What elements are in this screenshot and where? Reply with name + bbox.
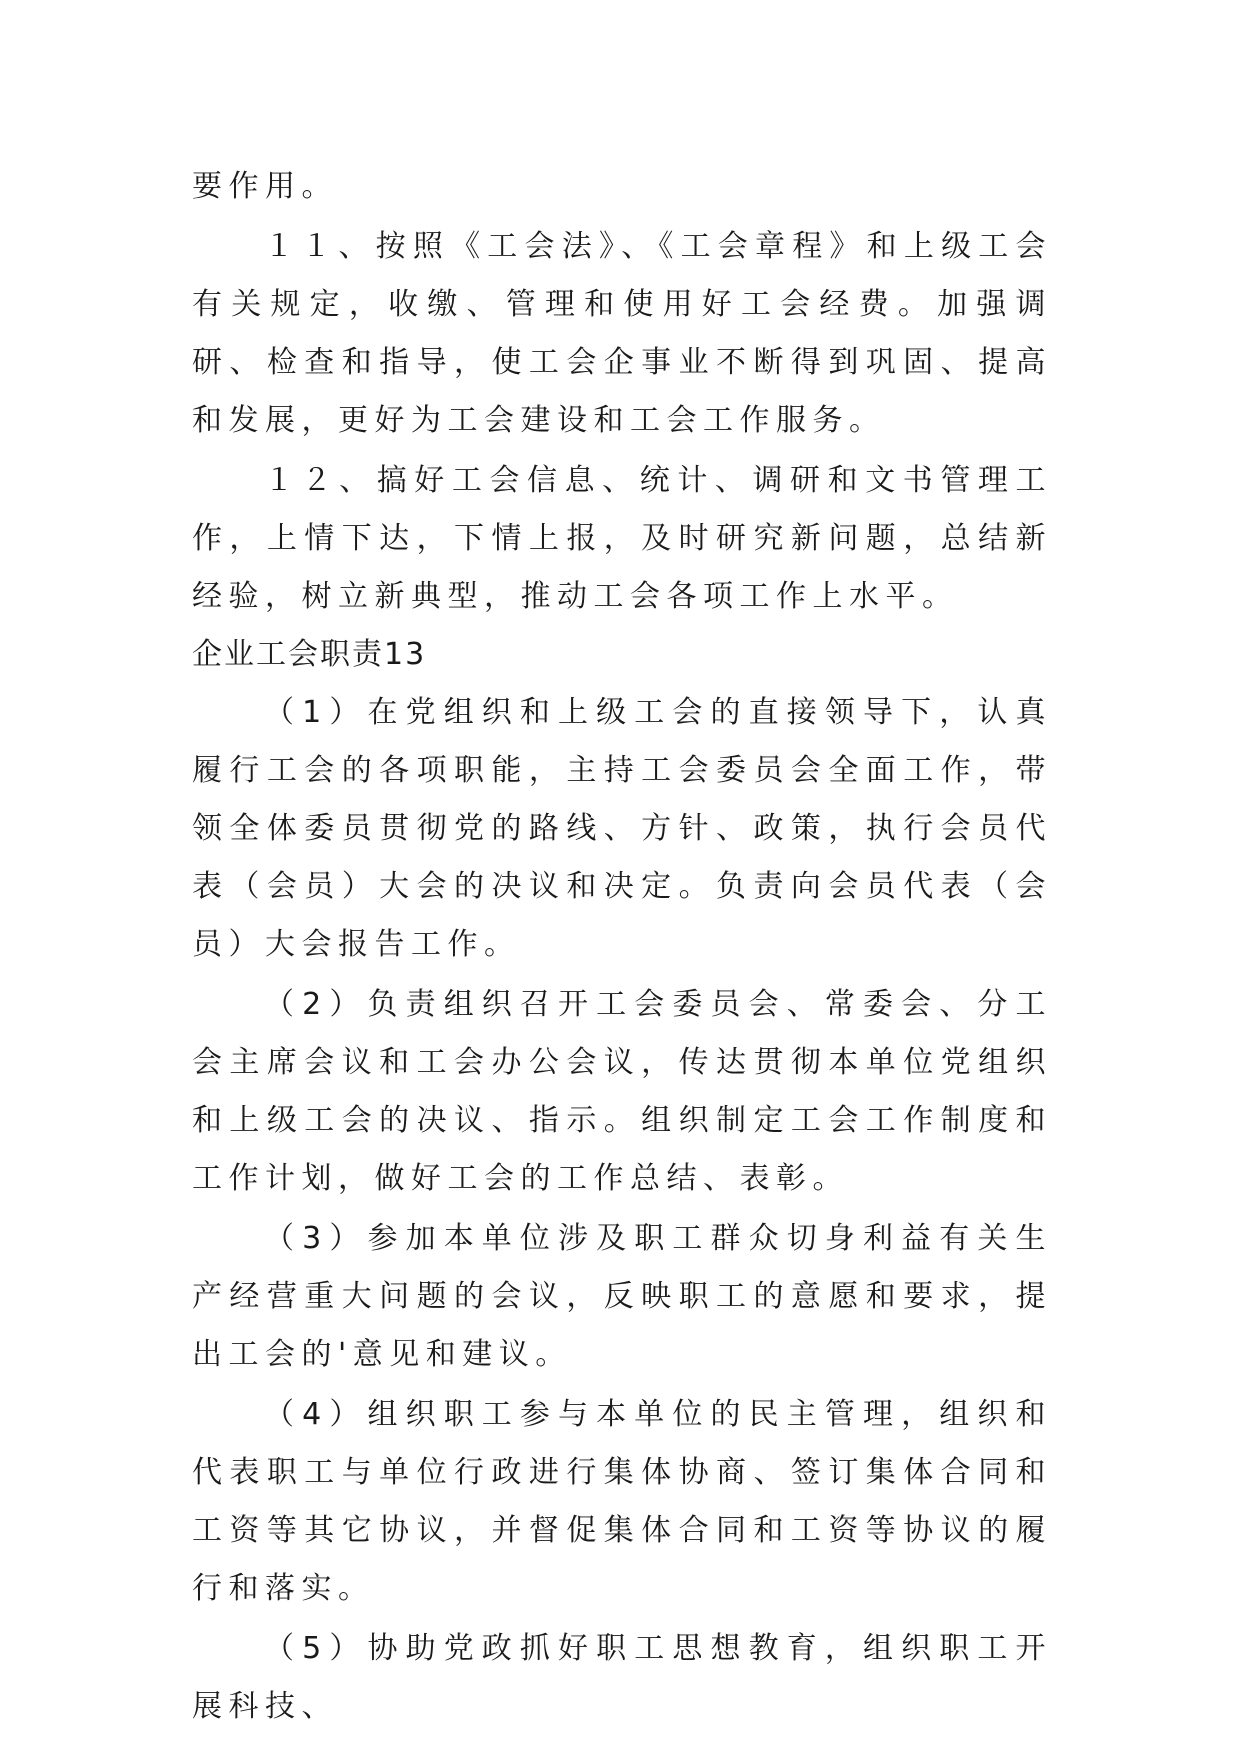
paragraph-item-12: １２、搞好工会信息、统计、调研和文书管理工作，上情下达，下情上报，及时研究新问题，总结新经验，树立新典型，推动工会各项工作上水平。 bbox=[192, 463, 1052, 614]
duty-item-4: （4）组织职工参与本单位的民主管理，组织和代表职工与单位行政进行集体协商、签订集体合同和工资等其它协议，并督促集体合同和工资等协议的履行和落实。 bbox=[192, 1397, 1052, 1606]
duty-item-3: （3）参加本单位涉及职工群众切身利益有关生产经营重大问题的会议，反映职工的意愿和要求，提出工会的'意见和建议。 bbox=[192, 1221, 1052, 1372]
section-heading: 企业工会职责13 bbox=[192, 637, 427, 672]
paragraph-continuation: 要作用。 bbox=[192, 169, 338, 204]
paragraph-item-11: １１、按照《工会法》、《工会章程》和上级工会有关规定，收缴、管理和使用好工会经费。加强调研、检查和指导，使工会企事业不断得到巩固、提高和发展，更好为工会建设和工会工作服务。 bbox=[192, 229, 1052, 438]
duty-item-2: （2）负责组织召开工会委员会、常委会、分工会主席会议和工会办公会议，传达贯彻本单位党组织和上级工会的决议、指示。组织制定工会工作制度和工作计划，做好工会的工作总结、表彰。 bbox=[192, 987, 1052, 1196]
duty-item-1: （1）在党组织和上级工会的直接领导下，认真履行工会的各项职能，主持工会委员会全面工作，带领全体委员贯彻党的路线、方针、政策，执行会员代表（会员）大会的决议和决定。负责向会员代表（会员）大会报告工作。 bbox=[192, 695, 1052, 962]
document-body bbox=[192, 158, 1052, 1736]
duty-item-5: （5）协助党政抓好职工思想教育，组织职工开展科技、 bbox=[192, 1631, 1052, 1724]
